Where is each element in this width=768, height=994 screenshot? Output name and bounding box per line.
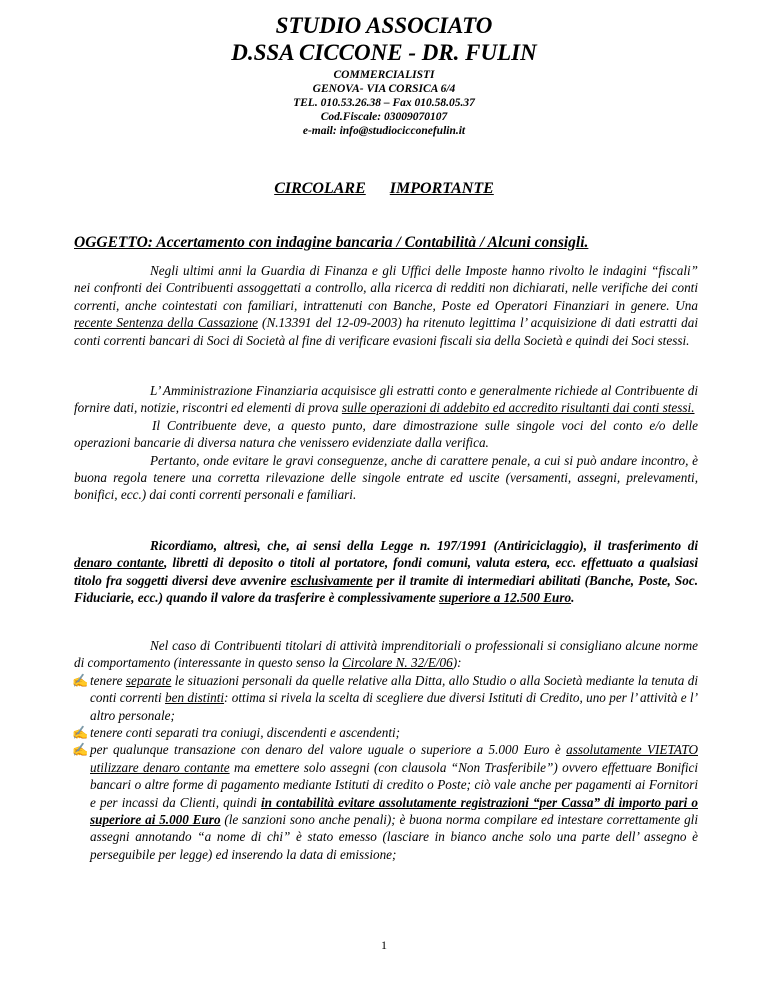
paragraph-1: Negli ultimi anni la Guardia di Finanza e gli Uffici delle Imposte hanno rivolto le indagini “fiscali” nei confronti dei Contribuenti assoggettati a controllo, alla ricerca di redditi non dichiarati, nelle verifiche dei conti correnti, anche cointestati con familiari, intrattenuti con Banche, Poste ed Operatori Finanziari in genere. Una recente Sentenza della Cassazione (N.13391 del 12-09-2003) ha ritenuto legittima l’ acquisizione di dati estratti dai conti correnti bancari di Soci di Società al fine di verificare evasioni fiscali sia della Società e quindi dei Soci stessi.	[74, 263, 698, 348]
subject-line: OGGETTO: Accertamento con indagine bancaria / Contabilità / Alcuni consigli.	[74, 234, 589, 251]
pen-icon: ✍	[72, 742, 89, 758]
circular-word: CIRCOLARE	[274, 180, 366, 197]
cassation-ruling: recente Sentenza della Cassazione	[74, 315, 258, 331]
paragraph-2: L’ Amministrazione Finanziaria acquisisce gli estratti conto e generalmente richiede al Contribuente di fornire dati, notizie, riscontri ed elementi di prova sulle operazioni di addebito ed accredito risultanti dai conti stessi. Il Contribuente deve, a questo punto, dare dimostrazione sulle singole voci del conto e/o delle operazioni bancarie di diversa natura che venissero evidenziate dalla verifica. Pertanto, onde evitare le gravi conseguenze, anche di carattere penale, a cui si può andare incontro, è buona regola tenere una corretta rilevazione delle singole entrate ed uscite (versamenti, assegni, prelevamenti, bonifici, ecc.) dai conti correnti personali e familiari.	[74, 383, 698, 503]
profession: COMMERCIALISTI	[333, 69, 435, 81]
partners-name: D.SSA CICCONE - DR. FULIN	[231, 40, 537, 65]
studio-name: STUDIO ASSOCIATO	[275, 13, 493, 38]
tax-code: Cod.Fiscale: 03009070107	[320, 111, 448, 123]
circular-title	[0, 180, 768, 198]
pen-icon: ✍	[72, 725, 89, 741]
page-number: 1	[381, 938, 387, 952]
advice-list	[74, 672, 698, 863]
address: GENOVA- VIA CORSICA 6/4	[312, 83, 456, 95]
phone-fax: TEL. 010.53.26.38 – Fax 010.58.05.37	[293, 97, 475, 109]
list-item: ✍ tenere separate le situazioni personali da quelle relative alla Ditta, allo Studio o alla Società mediante la tenuta di conti correnti ben distinti: ottima si rivela la scelta di scegliere due diversi Istituti di Credito, uno per l’ attività e l’ altro personale;	[72, 672, 698, 723]
list-item: ✍ tenere conti separati tra coniugi, discendenti e ascendenti;	[72, 725, 401, 741]
pen-icon: ✍	[72, 672, 89, 688]
paragraph-4: Nel caso di Contribuenti titolari di attività imprenditoriali o professionali si consigliano alcune norme di comportamento (interessante in questo senso la Circolare N. 32/E/06): ✍ tenere separate le situazioni personali da quelle relative alla Ditta, allo Studio o alla Società mediante la tenuta di conti correnti ben distinti: ottima si rivela la scelta di scegliere due diversi Istituti di Credito, uno per l’ attività e l’ altro personale; ✍ tenere conti separati tra coniugi, discendenti e ascendenti; ✍ per qualunque transazione con denaro del valore uguale o superiore a 5.000 Euro è assolutamente VIETATO utilizzare denaro contante ma emettere solo assegni (con clausola “Non Trasferibile”) ovvero effettuare Bonifici bancari o altre forme di pagamento mediante Istituti di credito o Poste; ciò vale anche per pagamenti ai Fornitori e per incassi da Clienti, quindi in contabilità evitare assolutamente registrazioni “per Cassa” di importo pari o superiore ai 5.000 Euro (le sanzioni sono anche penali); è buona norma compilare ed intestare correttamente gli assegni annotando “a nome di chi” è stato emesso (lasciare in bianco anche solo una parte dell’ assegno è perseguibile per legge) ed inserendo la data di emissione;	[72, 638, 699, 862]
important-word: IMPORTANTE	[389, 180, 494, 197]
paragraph-3: Ricordiamo, altresì, che, ai sensi della Legge n. 197/1991 (Antiriciclaggio), il trasferimento di denaro contante, libretti di deposito o titoli al portatore, fondi comuni, valuta estera, ecc. effettuato a qualsiasi titolo fra soggetti diversi deve avvenire esclusivamente per il tramite di intermediari abilitati (Banche, Poste, Soc. Fiduciarie, ecc.) quando il valore da trasferire è complessivamente superiore a 12.500 Euro.	[74, 538, 698, 606]
email: e-mail: info@studiocicconefulin.it	[302, 125, 466, 137]
list-item: ✍ per qualunque transazione con denaro del valore uguale o superiore a 5.000 Euro è assolutamente VIETATO utilizzare denaro contante ma emettere solo assegni (con clausola “Non Trasferibile”) ovvero effettuare Bonifici bancari o altre forme di pagamento mediante Istituti di credito o Poste; ciò vale anche per pagamenti ai Fornitori e per incassi da Clienti, quindi in contabilità evitare assolutamente registrazioni “per Cassa” di importo pari o superiore ai 5.000 Euro (le sanzioni sono anche penali); è buona norma compilare ed intestare correttamente gli assegni annotando “a nome di chi” è stato emesso (lasciare in bianco anche solo una parte dell’ assegno è perseguibile per legge) ed inserendo la data di emissione;	[72, 742, 699, 862]
